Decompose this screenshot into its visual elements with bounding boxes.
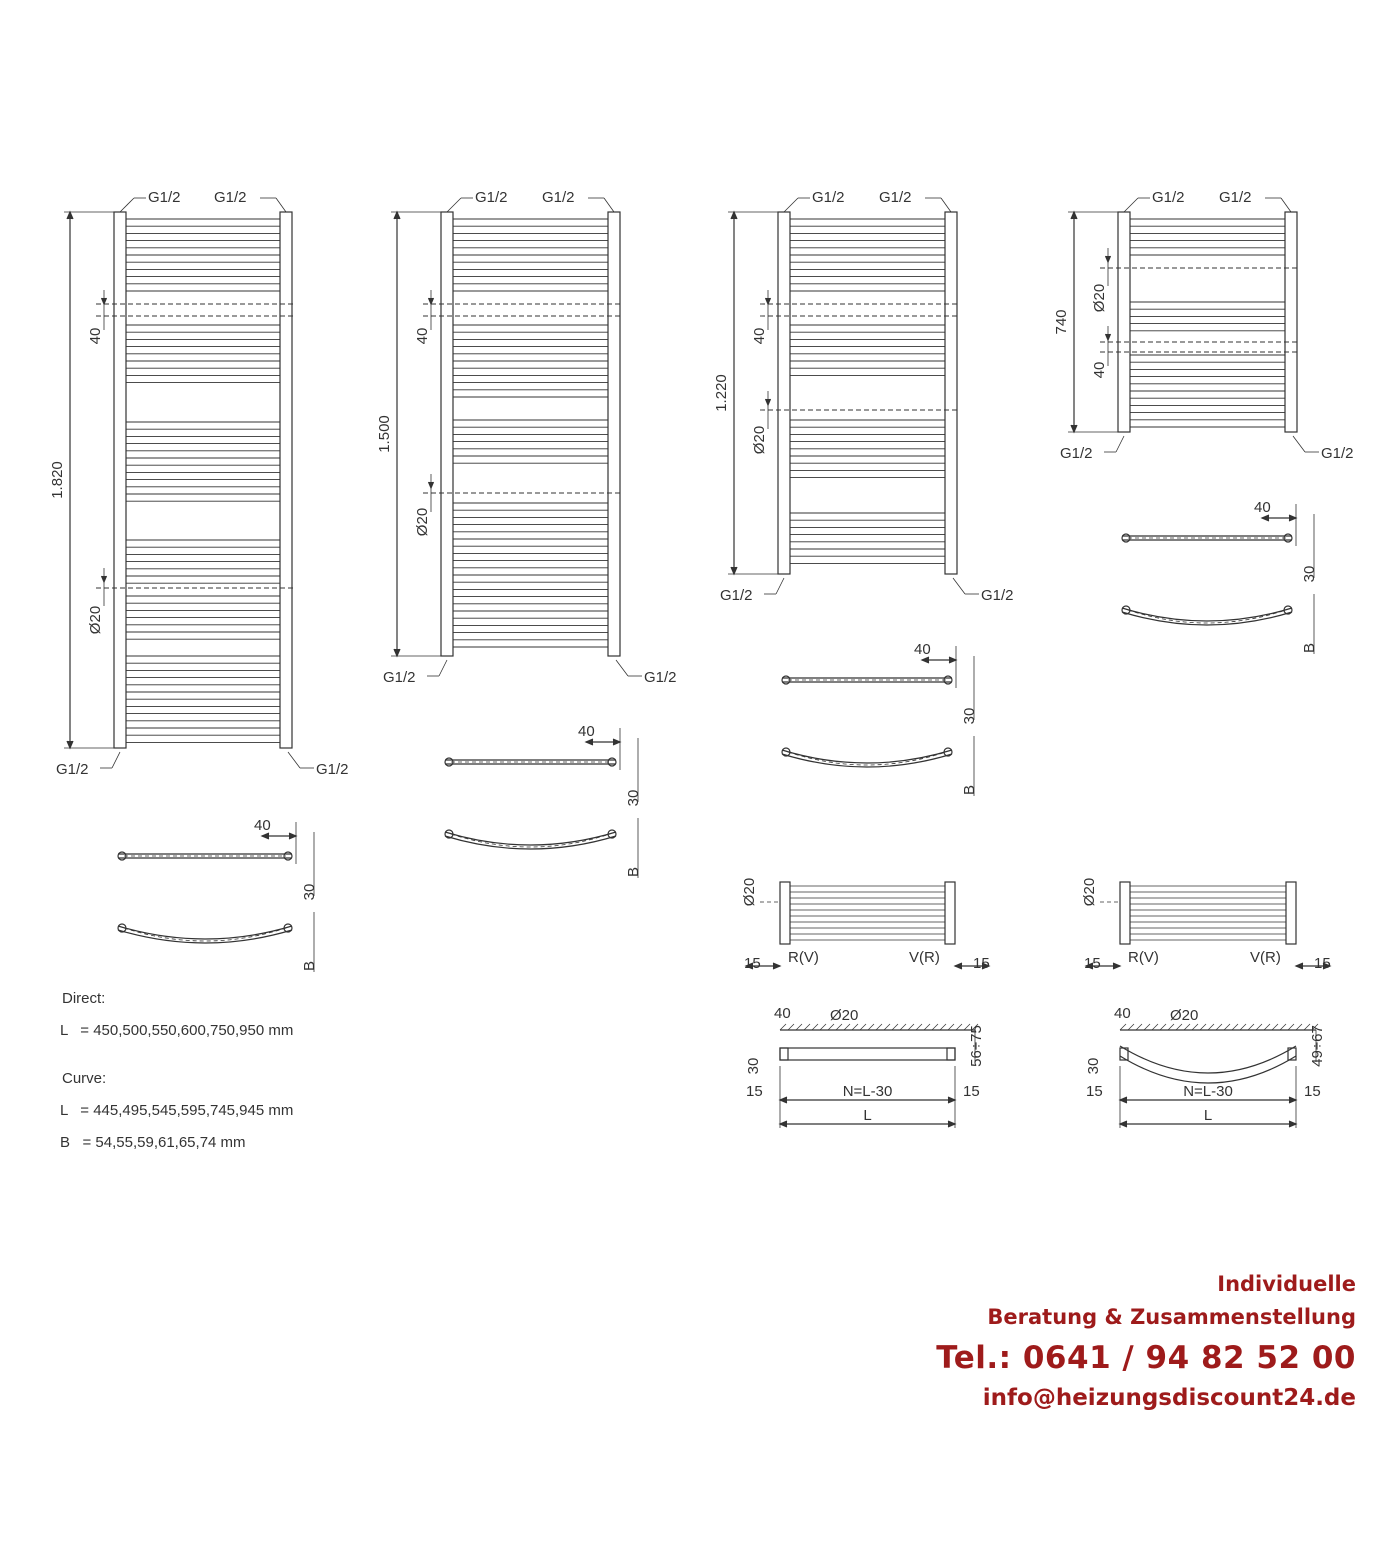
height-label: 1.220 bbox=[713, 374, 730, 412]
wall-hatch bbox=[1200, 1024, 1206, 1030]
arrow-head bbox=[1289, 515, 1296, 521]
leader-line bbox=[288, 752, 300, 768]
wall-hatch bbox=[1160, 1024, 1166, 1030]
arrow-head bbox=[948, 1097, 955, 1103]
arrow-head bbox=[67, 741, 73, 748]
wall-hatch bbox=[1192, 1024, 1198, 1030]
depth-label: 40 bbox=[254, 817, 271, 834]
length-label: L bbox=[863, 1107, 872, 1124]
diameter-label: Ø20 bbox=[1081, 877, 1098, 907]
flow-label: V(R) bbox=[1250, 949, 1281, 966]
direct-lengths: L = 450,500,550,600,750,950 mm bbox=[60, 1022, 294, 1039]
depth-label: 30 bbox=[301, 883, 318, 901]
left-collector bbox=[1120, 882, 1130, 944]
spacing-label: 40 bbox=[414, 327, 431, 345]
connection-label: G1/2 bbox=[214, 189, 247, 206]
height-label: 1.500 bbox=[376, 415, 393, 453]
offset-label: 15 bbox=[973, 955, 990, 972]
wall-hatch bbox=[1128, 1024, 1134, 1030]
depth-label: 30 bbox=[961, 707, 978, 725]
leader-line bbox=[616, 660, 628, 676]
flow-label: V(R) bbox=[909, 949, 940, 966]
offset-label: 15 bbox=[746, 1083, 763, 1100]
arrow-head bbox=[67, 212, 73, 219]
curve-bow-depths: B = 54,55,59,61,65,74 mm bbox=[60, 1134, 246, 1151]
length-label: L bbox=[1203, 1107, 1213, 1124]
offset-label: 15 bbox=[744, 955, 761, 972]
leader-line bbox=[447, 198, 461, 212]
connection-label: G1/2 bbox=[812, 189, 845, 206]
connection-label: G1/2 bbox=[1321, 445, 1354, 462]
left-collector bbox=[780, 882, 790, 944]
wall-hatch bbox=[1144, 1024, 1150, 1030]
radiator-1220 bbox=[728, 198, 979, 594]
wall-hatch bbox=[884, 1024, 890, 1030]
depth-label: 40 bbox=[578, 723, 595, 740]
depth-label: 40 bbox=[1114, 1005, 1131, 1022]
bow-depth-label: B bbox=[1301, 642, 1318, 654]
offset-label: 15 bbox=[1086, 1083, 1103, 1100]
plan-views bbox=[782, 646, 974, 796]
wall-hatch bbox=[836, 1024, 842, 1030]
arrow-head bbox=[394, 649, 400, 656]
wall-hatch bbox=[892, 1024, 898, 1030]
offset-label: 15 bbox=[1084, 955, 1101, 972]
connection-label: G1/2 bbox=[1060, 445, 1093, 462]
spacing-label: 40 bbox=[1091, 361, 1108, 379]
connection-label: G1/2 bbox=[981, 587, 1014, 604]
curve-heading: Curve: bbox=[62, 1070, 107, 1087]
arrow-head bbox=[1120, 1121, 1127, 1127]
arrow-head bbox=[1120, 1097, 1127, 1103]
wall-hatch bbox=[924, 1024, 930, 1030]
right-collector bbox=[1285, 212, 1297, 432]
arrow-head bbox=[102, 576, 107, 582]
plan-views bbox=[445, 728, 638, 878]
radiator-elevations bbox=[64, 198, 1319, 768]
wall-hatch bbox=[812, 1024, 818, 1030]
curve-lengths: L = 445,495,545,595,745,945 mm bbox=[60, 1102, 294, 1119]
wall-hatch bbox=[916, 1024, 922, 1030]
wall-hatch bbox=[844, 1024, 850, 1030]
arrow-head bbox=[773, 963, 780, 969]
connection-label: G1/2 bbox=[475, 189, 508, 206]
connection-label: G1/2 bbox=[542, 189, 575, 206]
arrow-head bbox=[289, 833, 296, 839]
wall-hatch bbox=[1216, 1024, 1222, 1030]
arrow-head bbox=[780, 1121, 787, 1127]
wall-hatch bbox=[1264, 1024, 1270, 1030]
wall-hatch bbox=[1240, 1024, 1246, 1030]
connection-label: G1/2 bbox=[1152, 189, 1185, 206]
connection-side-view bbox=[746, 882, 989, 969]
wall-hatch bbox=[804, 1024, 810, 1030]
wall-hatch bbox=[1184, 1024, 1190, 1030]
wall-hatch bbox=[796, 1024, 802, 1030]
connection-label: G1/2 bbox=[644, 669, 677, 686]
arrow-head bbox=[766, 298, 771, 304]
connection-label: G1/2 bbox=[720, 587, 753, 604]
spacing-label: Ø20 bbox=[751, 425, 768, 455]
spacing-label: 40 bbox=[87, 327, 104, 345]
depth-label: 30 bbox=[625, 789, 642, 807]
right-collector bbox=[1286, 882, 1296, 944]
wall-hatch bbox=[1208, 1024, 1214, 1030]
leader-line bbox=[120, 198, 134, 212]
spacing-label: Ø20 bbox=[87, 605, 104, 635]
left-collector bbox=[114, 212, 126, 748]
contact-line-2: Beratung & Zusammenstellung bbox=[987, 1305, 1356, 1329]
straight-tube bbox=[780, 1048, 955, 1060]
wall-hatch bbox=[940, 1024, 946, 1030]
diameter-label: Ø20 bbox=[830, 1007, 859, 1024]
leader-line bbox=[941, 198, 951, 212]
wall-hatch bbox=[1256, 1024, 1262, 1030]
right-collector bbox=[280, 212, 292, 748]
leader-line bbox=[1293, 436, 1305, 452]
leader-line bbox=[1124, 198, 1138, 212]
bow-depth-label: B bbox=[625, 866, 642, 878]
arrow-head bbox=[613, 739, 620, 745]
spacing-label: 40 bbox=[751, 327, 768, 345]
wall-hatch bbox=[956, 1024, 962, 1030]
arrow-head bbox=[1071, 425, 1077, 432]
arrow-head bbox=[1106, 256, 1111, 262]
plan-views bbox=[1122, 504, 1314, 654]
radiator-740 bbox=[1068, 198, 1319, 452]
connection-label: G1/2 bbox=[316, 761, 349, 778]
contact-phone[interactable]: Tel.: 0641 / 94 82 52 00 bbox=[936, 1340, 1356, 1376]
height-label: 740 bbox=[1053, 309, 1070, 335]
connection-label: G1/2 bbox=[383, 669, 416, 686]
arrow-head bbox=[948, 1121, 955, 1127]
flow-label: R(V) bbox=[788, 949, 819, 966]
wall-hatch bbox=[876, 1024, 882, 1030]
plan-views bbox=[118, 822, 314, 972]
arrow-head bbox=[766, 399, 771, 405]
arrow-head bbox=[1113, 963, 1120, 969]
leader-line bbox=[1281, 198, 1291, 212]
left-collector bbox=[778, 212, 790, 574]
arrow-head bbox=[1296, 963, 1303, 969]
leader-line bbox=[439, 660, 447, 676]
direct-heading: Direct: bbox=[62, 990, 106, 1007]
leader-line bbox=[953, 578, 965, 594]
bow-depth-label: B bbox=[961, 784, 978, 796]
wall-hatch bbox=[860, 1024, 866, 1030]
wall-hatch bbox=[948, 1024, 954, 1030]
arrow-head bbox=[394, 212, 400, 219]
wall-hatch bbox=[1120, 1024, 1126, 1030]
arrow-head bbox=[780, 1097, 787, 1103]
right-collector bbox=[608, 212, 620, 656]
leader-line bbox=[276, 198, 286, 212]
left-collector bbox=[441, 212, 453, 656]
offset-label: 15 bbox=[1304, 1083, 1321, 1100]
arrow-head bbox=[1071, 212, 1077, 219]
height-label: 1.820 bbox=[49, 461, 66, 499]
wall-hatch bbox=[1136, 1024, 1142, 1030]
arrow-head bbox=[949, 657, 956, 663]
arrow-head bbox=[1289, 1121, 1296, 1127]
leader-line bbox=[1116, 436, 1124, 452]
centre-distance-label: N=L-30 bbox=[1183, 1083, 1233, 1100]
curved-tube bbox=[1120, 1046, 1296, 1073]
depth-label: 40 bbox=[914, 641, 931, 658]
diameter-label: Ø20 bbox=[741, 877, 758, 907]
leader-line bbox=[784, 198, 798, 212]
wall-distance-label: 56÷75 bbox=[968, 1025, 985, 1067]
right-collector bbox=[945, 212, 957, 574]
wall-hatch bbox=[1288, 1024, 1294, 1030]
wall-hatch bbox=[820, 1024, 826, 1030]
wall-hatch bbox=[828, 1024, 834, 1030]
dimension-labels bbox=[49, 189, 1354, 1124]
centre-distance-label: N=L-30 bbox=[842, 1083, 893, 1100]
wall-top-view bbox=[780, 1024, 978, 1128]
wall-hatch bbox=[1152, 1024, 1158, 1030]
depth-label: 30 bbox=[745, 1057, 762, 1075]
offset-label: 15 bbox=[1314, 955, 1331, 972]
arrow-head bbox=[731, 567, 737, 574]
connection-label: G1/2 bbox=[879, 189, 912, 206]
wall-distance-label: 49÷67 bbox=[1309, 1025, 1326, 1067]
wall-hatch bbox=[908, 1024, 914, 1030]
leader-line bbox=[112, 752, 120, 768]
wall-hatch bbox=[780, 1024, 786, 1030]
arrow-head bbox=[955, 963, 962, 969]
arrow-head bbox=[429, 298, 434, 304]
arrow-head bbox=[102, 298, 107, 304]
diameter-label: Ø20 bbox=[1170, 1007, 1199, 1024]
valve-port bbox=[608, 758, 616, 766]
arrow-head bbox=[1106, 334, 1111, 340]
connection-side-view bbox=[1086, 882, 1330, 969]
contact-email[interactable]: info@heizungsdiscount24.de bbox=[982, 1385, 1356, 1411]
wall-hatch bbox=[852, 1024, 858, 1030]
valve-block bbox=[780, 1048, 788, 1060]
connection-label: G1/2 bbox=[1219, 189, 1252, 206]
wall-hatch bbox=[1176, 1024, 1182, 1030]
depth-label: 40 bbox=[1254, 499, 1271, 516]
arrow-head bbox=[1289, 1097, 1296, 1103]
spacing-label: Ø20 bbox=[414, 507, 431, 537]
curved-tube bbox=[118, 930, 292, 943]
wall-hatch bbox=[1280, 1024, 1286, 1030]
wall-hatch bbox=[1248, 1024, 1254, 1030]
wall-top-view bbox=[1120, 1024, 1318, 1128]
bow-depth-label: B bbox=[301, 960, 318, 972]
left-collector bbox=[1118, 212, 1130, 432]
wall-hatch bbox=[1232, 1024, 1238, 1030]
wall-hatch bbox=[1296, 1024, 1302, 1030]
wall-hatch bbox=[932, 1024, 938, 1030]
arrow-head bbox=[731, 212, 737, 219]
depth-label: 40 bbox=[774, 1005, 791, 1022]
spacing-label: Ø20 bbox=[1091, 283, 1108, 313]
radiator-1820 bbox=[64, 198, 314, 768]
wall-hatch bbox=[1224, 1024, 1230, 1030]
leader-line bbox=[604, 198, 614, 212]
wall-hatch bbox=[1272, 1024, 1278, 1030]
right-collector bbox=[945, 882, 955, 944]
radiator-1500 bbox=[391, 198, 642, 676]
arrow-head bbox=[429, 482, 434, 488]
offset-label: 15 bbox=[963, 1083, 980, 1100]
flow-label: R(V) bbox=[1128, 949, 1159, 966]
wall-hatch bbox=[868, 1024, 874, 1030]
depth-label: 30 bbox=[1085, 1057, 1102, 1075]
wall-hatch bbox=[1168, 1024, 1174, 1030]
leader-line bbox=[776, 578, 784, 594]
wall-hatch bbox=[788, 1024, 794, 1030]
connection-label: G1/2 bbox=[148, 189, 181, 206]
contact-line-1: Individuelle bbox=[1217, 1272, 1356, 1296]
valve-block bbox=[947, 1048, 955, 1060]
wall-hatch bbox=[900, 1024, 906, 1030]
depth-label: 30 bbox=[1301, 565, 1318, 583]
connection-label: G1/2 bbox=[56, 761, 89, 778]
